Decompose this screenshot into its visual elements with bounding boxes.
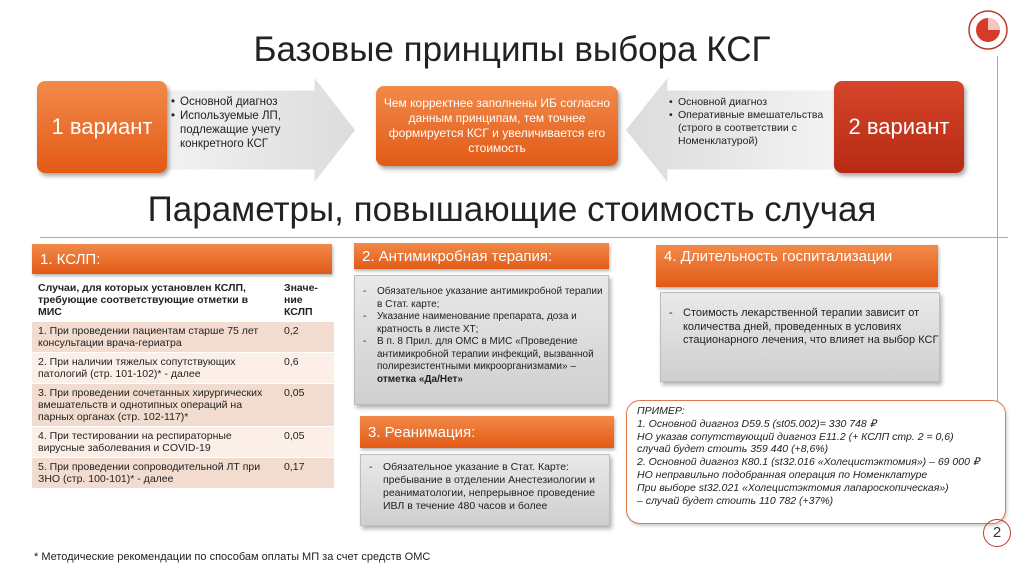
variant1-bullet: • Используемые ЛП, подлежащие учету конкретного КСГ (180, 109, 330, 151)
example-line: ПРИМЕР: (637, 405, 685, 417)
variant2-bullets (668, 96, 833, 148)
kslp-value: 0,05 (278, 427, 334, 458)
variant1-box (37, 81, 167, 173)
table-row (32, 427, 334, 458)
kslp-case: 5. При проведении сопроводительной ЛТ при ЗНО (стр. 100-101)* - далее (32, 458, 278, 489)
logo-icon (966, 8, 1010, 52)
example-line: НО указав сопутствующий диагноз Е11.2 (+ КСЛП стр. 2 = 0,6) (637, 430, 954, 443)
reanimation-item: - Обязательное указание в Стат. Карте: пребывание в отделении Анестезиологии и реаниматологии, непрерывное проведение ИВЛ в течение 480 часов и более (383, 461, 609, 513)
kslp-value: 0,17 (278, 458, 334, 489)
kslp-value: 0,6 (278, 353, 334, 384)
table-row (32, 322, 334, 353)
variant2-box (834, 81, 964, 173)
table-row (32, 458, 334, 489)
antimicrobial-header-text: 2. Антимикробная терапия: (362, 247, 553, 265)
variant1-label: 1 вариант (51, 114, 153, 139)
kslp-col1-header: Случаи, для которых установлен КСЛП, требующие соответствующие отметки в МИС (32, 279, 278, 322)
antimicrobial-item: - Обязательное указание антимикробной терапии в Стат. карте; (377, 286, 608, 311)
kslp-case: 1. При проведении пациентам старше 75 лет консультации врача-гериатра (32, 322, 278, 353)
example-line: При выборе st32.021 «Холецистэктомия лапароскопическая») (637, 481, 949, 494)
antimicrobial-item: - Указание наименование препарата, доза и кратность в листе ХТ; (377, 311, 608, 336)
example-box (626, 400, 1006, 524)
kslp-value: 0,05 (278, 384, 334, 427)
example-line: НО неправильно подобранная операция по Номенклатуре (637, 468, 928, 481)
table-row (32, 353, 334, 384)
reanimation-box (360, 454, 610, 526)
antimicrobial-item-text: В п. 8 Прил. для ОМС в МИС «Проведение антимикробной терапии инфекций, вызванной полирезистентными микроорганизмами» – (377, 336, 594, 372)
table-row (32, 384, 334, 427)
example-line: – случай будет стоить 110 782 (+37%) (637, 494, 834, 507)
variant1-bullet: • Основной диагноз (180, 95, 330, 109)
example-line: 2. Основной диагноз К80.1 (st32.016 «Холецистэктомия») – 69 000 ₽ (637, 456, 980, 469)
kslp-col2-header: Значе-ние КСЛП (278, 279, 334, 322)
variant1-bullets (170, 95, 330, 151)
reanimation-header (360, 416, 614, 448)
section-title: Параметры, повышающие стоимость случая (147, 190, 877, 229)
example-line: случай будет стоить 359 440 (+8,6%) (637, 443, 829, 456)
antimicrobial-box (354, 275, 609, 405)
antimicrobial-header (354, 243, 609, 269)
kslp-header-text: 1. КСЛП: (40, 250, 101, 268)
kslp-header (32, 244, 332, 274)
duration-header (656, 245, 938, 287)
example-line: 1. Основной диагноз D59.5 (st05.002)= 330 748 ₽ (637, 417, 877, 430)
duration-item: - Стоимость лекарственной терапии зависит от количества дней, проведенных в условиях стационарного лечения, что влияет на выбор КСГ (683, 307, 939, 348)
section-divider (40, 237, 1008, 238)
duration-header-text: 4. Длительность госпитализации (664, 248, 893, 265)
variant2-bullet: • Оперативные вмешательства (строго в соответствии с Номенклатурой) (678, 109, 833, 148)
kslp-case: 2. При наличии тяжелых сопутствующих патологий (стр. 101-102)* - далее (32, 353, 278, 384)
page-title: Базовые принципы выбора КСГ (253, 30, 771, 69)
reanimation-header-text: 3. Реанимация: (368, 423, 476, 441)
variant2-bullet: • Основной диагноз (678, 96, 833, 109)
center-note-box (376, 86, 618, 166)
kslp-case: 4. При тестировании на респираторные вирусные заболевания и COVID-19 (32, 427, 278, 458)
antimicrobial-item (377, 336, 608, 386)
kslp-table (32, 278, 334, 488)
footnote: * Методические рекомендации по способам оплаты МП за счет средств ОМС (34, 551, 431, 563)
variant2-label: 2 вариант (848, 114, 950, 139)
center-note-text: Чем корректнее заполнены ИБ согласно данным принципам, тем точнее формируется КСГ и увеличивается его стоимость (383, 96, 611, 155)
kslp-case: 3. При проведении сочетанных хирургических вмешательств и однотипных операций на парных органах (стр. 102-117)* (32, 384, 278, 427)
kslp-value: 0,2 (278, 322, 334, 353)
duration-box (660, 292, 940, 382)
antimicrobial-bold: отметка «Да/Нет» (377, 373, 463, 385)
page-number: 2 (983, 519, 1011, 547)
